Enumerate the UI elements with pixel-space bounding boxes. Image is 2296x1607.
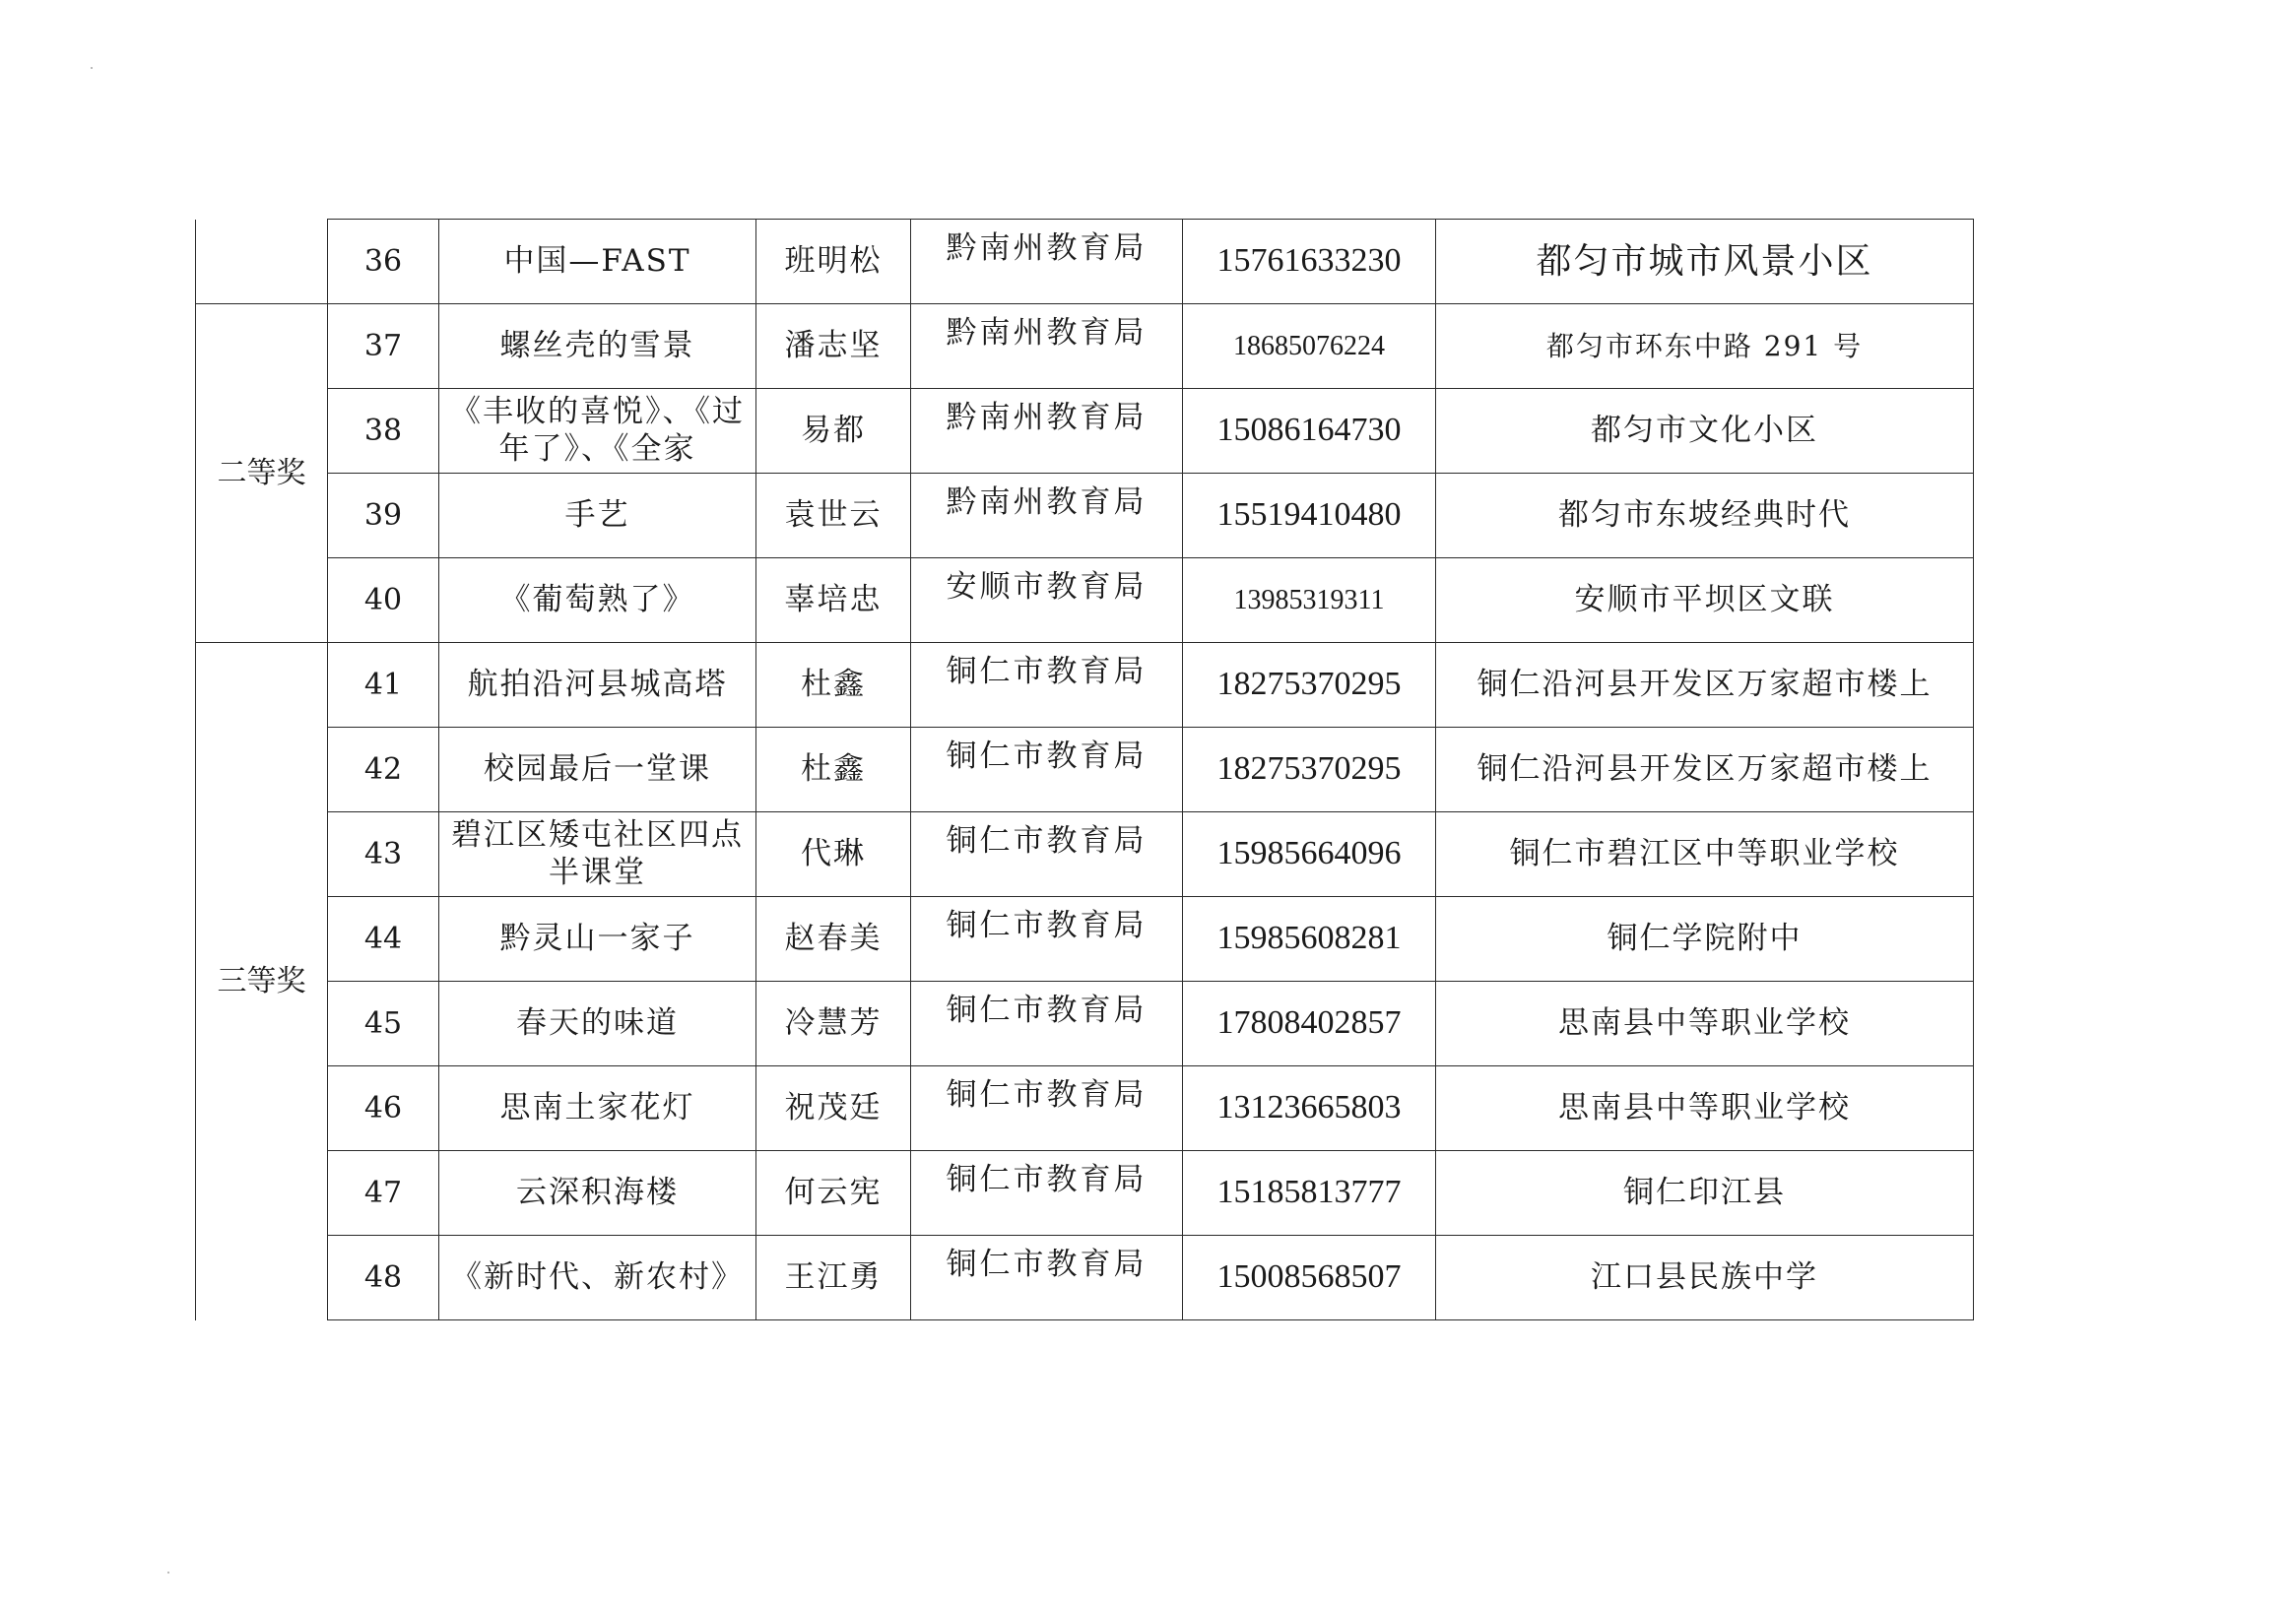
work-title: 思南土家花灯 — [439, 1066, 756, 1151]
work-title: 黔灵山一家子 — [439, 897, 756, 982]
row-number: 36 — [328, 220, 439, 304]
table-row — [196, 897, 1974, 982]
row-number: 38 — [328, 389, 439, 474]
table-row — [196, 643, 1974, 728]
phone-number: 15185813777 — [1183, 1151, 1436, 1236]
phone-number: 15519410480 — [1183, 474, 1436, 558]
table-row — [196, 474, 1974, 558]
address: 江口县民族中学 — [1436, 1236, 1974, 1320]
phone-number: 15008568507 — [1183, 1236, 1436, 1320]
table-row — [196, 812, 1974, 897]
author-name: 袁世云 — [756, 474, 911, 558]
award-level-cell — [196, 220, 328, 304]
table-row — [196, 1066, 1974, 1151]
row-number: 42 — [328, 728, 439, 812]
agency-name: 铜仁市教育局 — [911, 1151, 1183, 1236]
work-title: 航拍沿河县城高塔 — [439, 643, 756, 728]
address: 思南县中等职业学校 — [1436, 982, 1974, 1066]
author-name: 杜鑫 — [756, 643, 911, 728]
row-number: 39 — [328, 474, 439, 558]
row-number: 47 — [328, 1151, 439, 1236]
work-title: 碧江区矮屯社区四点半课堂 — [439, 812, 756, 897]
agency-name: 黔南州教育局 — [911, 474, 1183, 558]
address: 都匀市文化小区 — [1436, 389, 1974, 474]
award-level-cell: 二等奖 — [196, 304, 328, 643]
address: 都匀市东坡经典时代 — [1436, 474, 1974, 558]
work-title: 《葡萄熟了》 — [439, 558, 756, 643]
agency-name: 铜仁市教育局 — [911, 812, 1183, 897]
author-name: 班明松 — [756, 220, 911, 304]
agency-name: 黔南州教育局 — [911, 220, 1183, 304]
table-row — [196, 389, 1974, 474]
row-number: 37 — [328, 304, 439, 389]
agency-name: 铜仁市教育局 — [911, 728, 1183, 812]
row-number: 40 — [328, 558, 439, 643]
work-title: 《新时代、新农村》 — [439, 1236, 756, 1320]
phone-number: 18685076224 — [1183, 304, 1436, 389]
agency-name: 铜仁市教育局 — [911, 643, 1183, 728]
agency-name: 铜仁市教育局 — [911, 1236, 1183, 1320]
award-level-cell: 三等奖 — [196, 643, 328, 1320]
phone-number: 18275370295 — [1183, 643, 1436, 728]
row-number: 45 — [328, 982, 439, 1066]
work-title: 云深积海楼 — [439, 1151, 756, 1236]
row-number: 46 — [328, 1066, 439, 1151]
author-name: 祝茂廷 — [756, 1066, 911, 1151]
agency-name: 铜仁市教育局 — [911, 897, 1183, 982]
phone-number: 13985319311 — [1183, 558, 1436, 643]
work-title: 螺丝壳的雪景 — [439, 304, 756, 389]
row-number: 43 — [328, 812, 439, 897]
table-row — [196, 1151, 1974, 1236]
phone-number: 15985608281 — [1183, 897, 1436, 982]
phone-number: 15985664096 — [1183, 812, 1436, 897]
agency-name: 铜仁市教育局 — [911, 982, 1183, 1066]
table-row — [196, 1236, 1974, 1320]
author-name: 王江勇 — [756, 1236, 911, 1320]
author-name: 辜培忠 — [756, 558, 911, 643]
scan-speck — [91, 67, 93, 69]
author-name: 杜鑫 — [756, 728, 911, 812]
address: 思南县中等职业学校 — [1436, 1066, 1974, 1151]
agency-name: 黔南州教育局 — [911, 304, 1183, 389]
author-name: 潘志坚 — [756, 304, 911, 389]
agency-name: 黔南州教育局 — [911, 389, 1183, 474]
phone-number: 15761633230 — [1183, 220, 1436, 304]
author-name: 冷慧芳 — [756, 982, 911, 1066]
table-row — [196, 728, 1974, 812]
row-number: 48 — [328, 1236, 439, 1320]
award-table — [195, 219, 1974, 1320]
address: 铜仁沿河县开发区万家超市楼上 — [1436, 643, 1974, 728]
work-title: 春天的味道 — [439, 982, 756, 1066]
phone-number: 13123665803 — [1183, 1066, 1436, 1151]
table-row — [196, 220, 1974, 304]
work-title: 校园最后一堂课 — [439, 728, 756, 812]
work-title: 中国—FAST — [439, 220, 756, 304]
address: 铜仁沿河县开发区万家超市楼上 — [1436, 728, 1974, 812]
row-number: 41 — [328, 643, 439, 728]
address: 都匀市城市风景小区 — [1436, 220, 1974, 304]
agency-name: 安顺市教育局 — [911, 558, 1183, 643]
phone-number: 15086164730 — [1183, 389, 1436, 474]
author-name: 赵春美 — [756, 897, 911, 982]
scan-speck — [167, 1572, 169, 1574]
table-row — [196, 982, 1974, 1066]
phone-number: 18275370295 — [1183, 728, 1436, 812]
author-name: 易都 — [756, 389, 911, 474]
address: 安顺市平坝区文联 — [1436, 558, 1974, 643]
author-name: 何云宪 — [756, 1151, 911, 1236]
address: 铜仁学院附中 — [1436, 897, 1974, 982]
work-title: 《丰收的喜悦》、《过年了》、《全家 — [439, 389, 756, 474]
address: 都匀市环东中路 291 号 — [1436, 304, 1974, 389]
table-row — [196, 558, 1974, 643]
row-number: 44 — [328, 897, 439, 982]
phone-number: 17808402857 — [1183, 982, 1436, 1066]
address: 铜仁市碧江区中等职业学校 — [1436, 812, 1974, 897]
agency-name: 铜仁市教育局 — [911, 1066, 1183, 1151]
author-name: 代琳 — [756, 812, 911, 897]
address: 铜仁印江县 — [1436, 1151, 1974, 1236]
work-title: 手艺 — [439, 474, 756, 558]
table-row — [196, 304, 1974, 389]
